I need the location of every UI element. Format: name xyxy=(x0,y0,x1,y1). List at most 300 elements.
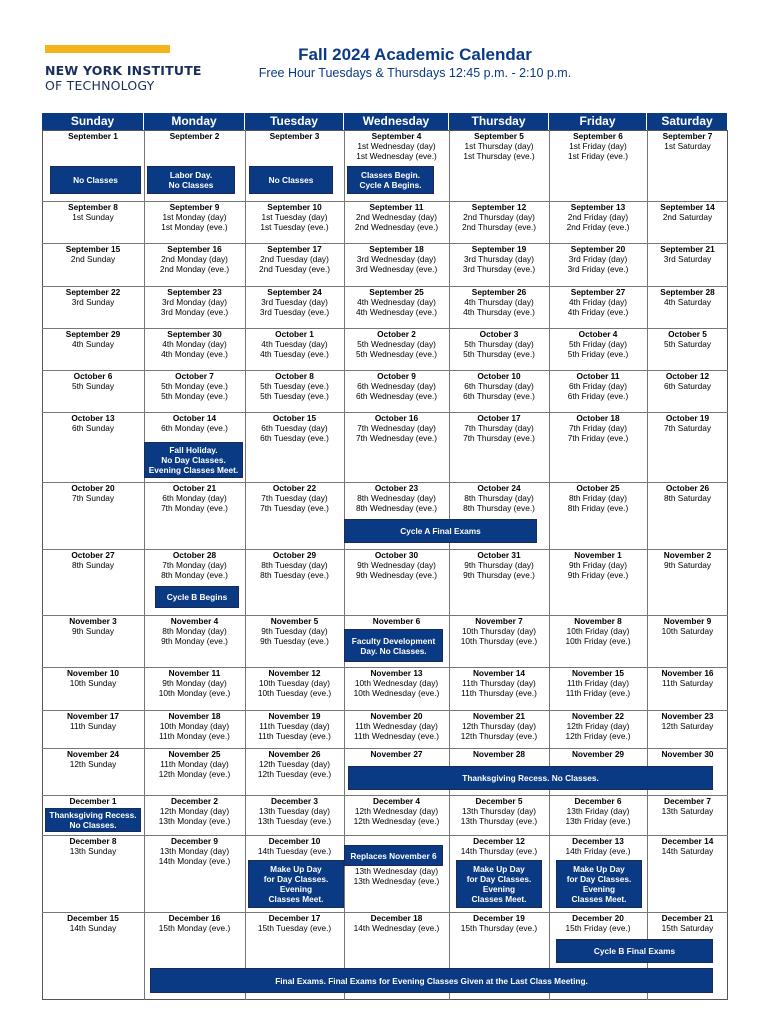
day-note: 13th Sunday xyxy=(69,846,117,856)
day-cell xyxy=(344,749,449,759)
day-cell xyxy=(144,711,245,741)
day-note: 2nd Thursday (day) xyxy=(463,212,535,222)
day-date: September 9 xyxy=(169,202,220,212)
day-cell xyxy=(647,836,728,856)
day-note: 12th Monday (day) xyxy=(159,806,230,816)
day-cell xyxy=(344,329,449,359)
day-cell xyxy=(245,287,344,317)
day-date: December 3 xyxy=(270,796,319,806)
day-note: 9th Saturday xyxy=(663,560,712,570)
day-cell xyxy=(549,749,647,759)
day-note: 8th Wednesday (eve.) xyxy=(355,503,438,513)
day-cell xyxy=(144,913,245,933)
weekday-header-friday: Friday xyxy=(549,113,647,130)
day-date: November 12 xyxy=(268,668,321,678)
day-note: 5th Sunday xyxy=(72,381,114,391)
day-note: 4th Sunday xyxy=(72,339,114,349)
day-date: November 6 xyxy=(372,616,421,626)
day-note: 9th Tuesday (day) xyxy=(261,626,328,636)
day-cell xyxy=(144,796,245,826)
day-date: November 21 xyxy=(472,711,526,721)
day-date: September 27 xyxy=(570,287,626,297)
day-date: November 29 xyxy=(571,749,625,759)
day-cell xyxy=(647,668,728,688)
day-note: 2nd Sunday xyxy=(70,254,116,264)
day-note: 8th Tuesday (eve.) xyxy=(260,570,329,580)
day-note: 6th Thursday (eve.) xyxy=(463,391,535,401)
day-date: December 7 xyxy=(663,796,712,806)
day-note: 14th Saturday xyxy=(661,846,714,856)
day-note: 13th Thursday (eve.) xyxy=(460,816,538,826)
day-cell xyxy=(42,371,144,391)
day-cell xyxy=(549,287,647,317)
day-cell xyxy=(144,202,245,232)
day-date: October 24 xyxy=(477,483,521,493)
day-note: 9th Monday (eve.) xyxy=(161,636,228,646)
day-note: 7th Tuesday (day) xyxy=(261,493,328,503)
day-note: 8th Monday (eve.) xyxy=(161,570,228,580)
day-note: 10th Thursday (day) xyxy=(461,626,537,636)
day-cell xyxy=(144,836,245,866)
day-date: September 25 xyxy=(369,287,424,297)
day-note: 9th Friday (eve.) xyxy=(567,570,629,580)
day-cell xyxy=(344,483,449,513)
day-note: 7th Wednesday (day) xyxy=(357,423,436,433)
day-note: 3rd Friday (eve.) xyxy=(567,264,629,274)
day-date: November 1 xyxy=(574,550,622,560)
event-box xyxy=(347,166,434,194)
logo-line-2: OF TECHNOLOGY xyxy=(45,78,155,93)
day-cell xyxy=(549,550,647,580)
day-note: 8th Friday (day) xyxy=(568,493,628,503)
day-note: 14th Friday (eve.) xyxy=(565,846,631,856)
day-cell xyxy=(549,413,647,443)
day-note: 13th Tuesday (day) xyxy=(258,806,331,816)
day-cell xyxy=(245,413,344,443)
day-cell xyxy=(144,550,245,580)
day-cell xyxy=(449,616,549,646)
day-note: 2nd Monday (eve.) xyxy=(159,264,230,274)
day-cell xyxy=(647,413,728,433)
day-cell xyxy=(344,711,449,741)
day-note: 1st Monday (day) xyxy=(162,212,227,222)
day-note: 13th Monday (day) xyxy=(159,846,230,856)
day-cell xyxy=(144,131,245,141)
day-note: 10th Wednesday (eve.) xyxy=(353,688,440,698)
day-note: 6th Wednesday (eve.) xyxy=(355,391,438,401)
day-note: 4th Monday (day) xyxy=(162,339,227,349)
event-label: Make Up Day for Day Classes. Evening Classes Meet. xyxy=(263,864,329,904)
day-cell xyxy=(449,244,549,274)
day-note: 9th Friday (day) xyxy=(568,560,628,570)
day-date: November 14 xyxy=(472,668,526,678)
day-note: 8th Thursday (day) xyxy=(464,493,534,503)
day-note: 3rd Monday (eve.) xyxy=(160,307,229,317)
day-cell xyxy=(549,483,647,513)
day-note: 6th Saturday xyxy=(663,381,712,391)
day-date: September 28 xyxy=(660,287,715,297)
day-date: October 11 xyxy=(576,371,620,381)
day-cell xyxy=(344,413,449,443)
day-cell xyxy=(449,287,549,317)
day-date: October 18 xyxy=(576,413,620,423)
day-note: 8th Tuesday (day) xyxy=(261,560,328,570)
day-note: 3rd Saturday xyxy=(663,254,712,264)
day-date: November 23 xyxy=(661,711,714,721)
day-date: November 7 xyxy=(475,616,523,626)
day-note: 5th Thursday (day) xyxy=(464,339,534,349)
day-note: 10th Friday (day) xyxy=(566,626,630,636)
day-note: 10th Monday (eve.) xyxy=(158,688,231,698)
day-date: October 20 xyxy=(71,483,115,493)
day-note: 4th Thursday (eve.) xyxy=(463,307,535,317)
weekday-header-sunday: Sunday xyxy=(42,113,144,130)
day-date: October 23 xyxy=(374,483,419,493)
day-note: 4th Tuesday (eve.) xyxy=(260,349,329,359)
day-date: December 12 xyxy=(473,836,525,846)
day-cell xyxy=(245,616,344,646)
day-note: 7th Monday (eve.) xyxy=(161,503,228,513)
day-cell xyxy=(144,483,245,513)
day-note: 14th Thursday (eve.) xyxy=(460,846,538,856)
day-date: October 15 xyxy=(272,413,317,423)
day-date: December 16 xyxy=(168,913,221,923)
day-cell xyxy=(449,913,549,933)
day-note: 2nd Saturday xyxy=(662,212,713,222)
day-note: 10th Friday (eve.) xyxy=(565,636,631,646)
day-note: 9th Sunday xyxy=(72,626,114,636)
day-note: 4th Thursday (day) xyxy=(464,297,534,307)
day-note: 5th Tuesday (eve.) xyxy=(260,391,329,401)
weekday-header-thursday: Thursday xyxy=(449,113,549,130)
day-note: 8th Sunday xyxy=(72,560,114,570)
day-cell xyxy=(42,550,144,570)
event-label: Cycle B Begins xyxy=(166,592,228,602)
day-date: November 24 xyxy=(66,749,120,759)
day-note: 14th Sunday xyxy=(69,923,117,933)
day-note: 8th Thursday (eve.) xyxy=(463,503,535,513)
day-date: December 17 xyxy=(268,913,321,923)
event-label: Fall Holiday. No Day Classes. Evening Classes Meet. xyxy=(148,445,239,475)
day-cell xyxy=(647,550,728,570)
event-label: Replaces November 6 xyxy=(350,850,437,861)
day-note: 5th Thursday (eve.) xyxy=(463,349,535,359)
day-date: November 18 xyxy=(168,711,221,721)
day-note: 15th Tuesday (eve.) xyxy=(257,923,332,933)
day-cell xyxy=(42,796,144,806)
event-label: Make Up Day for Day Classes. Evening Classes Meet. xyxy=(566,864,632,904)
day-cell xyxy=(344,371,449,401)
day-note: 5th Monday (eve.) xyxy=(161,391,228,401)
day-note: 11th Tuesday (day) xyxy=(259,721,330,731)
day-note: 7th Friday (eve.) xyxy=(567,433,629,443)
day-date: October 10 xyxy=(477,371,521,381)
day-date: September 10 xyxy=(267,202,322,212)
day-note: 2nd Wednesday (eve.) xyxy=(354,222,439,232)
day-date: October 29 xyxy=(272,550,317,560)
day-cell xyxy=(42,836,144,856)
day-date: November 13 xyxy=(370,668,423,678)
day-cell xyxy=(549,616,647,646)
day-date: October 1 xyxy=(275,329,314,339)
day-note: 1st Monday (eve.) xyxy=(161,222,228,232)
day-note: 6th Tuesday (day) xyxy=(261,423,328,433)
day-note: 7th Sunday xyxy=(72,493,114,503)
day-note: 2nd Friday (day) xyxy=(567,212,629,222)
event-box xyxy=(150,968,713,993)
event-box xyxy=(50,166,141,194)
day-date: December 2 xyxy=(170,796,219,806)
day-date: September 4 xyxy=(371,131,422,141)
day-date: September 29 xyxy=(65,329,121,339)
day-date: September 3 xyxy=(269,131,320,141)
day-note: 6th Monday (day) xyxy=(162,493,227,503)
day-cell xyxy=(549,131,647,161)
day-note: 1st Tuesday (day) xyxy=(261,212,328,222)
day-cell xyxy=(144,287,245,317)
day-date: November 16 xyxy=(661,668,714,678)
day-cell xyxy=(449,329,549,359)
event-label: Final Exams. Final Exams for Evening Classes Given at the Last Class Meeting. xyxy=(275,975,588,986)
day-note: 8th Friday (eve.) xyxy=(567,503,629,513)
day-note: 3rd Monday (day) xyxy=(161,297,228,307)
event-label: Cycle A Final Exams xyxy=(400,526,481,536)
day-note: 5th Monday (eve.) xyxy=(161,381,228,391)
day-cell xyxy=(647,202,728,222)
day-cell xyxy=(344,287,449,317)
day-date: December 14 xyxy=(661,836,714,846)
day-note: 5th Friday (eve.) xyxy=(567,349,629,359)
day-date: September 2 xyxy=(169,131,220,141)
day-note: 4th Wednesday (eve.) xyxy=(355,307,438,317)
event-box xyxy=(155,586,239,608)
day-note: 11th Tuesday (eve.) xyxy=(258,731,331,741)
day-note: 5th Wednesday (eve.) xyxy=(355,349,438,359)
day-note: 11th Monday (eve.) xyxy=(159,731,230,741)
day-note: 11th Thursday (eve.) xyxy=(461,688,537,698)
day-date: September 1 xyxy=(68,131,118,141)
day-date: October 3 xyxy=(479,329,519,339)
day-date: November 3 xyxy=(69,616,117,626)
day-note: 15th Friday (eve.) xyxy=(565,923,631,933)
day-cell xyxy=(245,244,344,274)
day-cell xyxy=(42,616,144,636)
day-date: September 21 xyxy=(660,244,715,254)
day-note: 3rd Tuesday (eve.) xyxy=(259,307,330,317)
day-note: 6th Thursday (day) xyxy=(464,381,534,391)
day-cell xyxy=(647,749,728,759)
event-box xyxy=(147,166,235,194)
day-note: 3rd Wednesday (day) xyxy=(356,254,437,264)
event-label: No Classes xyxy=(73,175,118,185)
day-date: October 19 xyxy=(665,413,710,423)
day-note: 3rd Friday (day) xyxy=(568,254,628,264)
day-date: December 5 xyxy=(475,796,523,806)
day-cell xyxy=(245,550,344,580)
day-note: 1st Wednesday (day) xyxy=(357,141,436,151)
day-date: November 9 xyxy=(663,616,712,626)
day-date: September 30 xyxy=(167,329,222,339)
day-date: September 12 xyxy=(471,202,527,212)
day-date: November 20 xyxy=(370,711,423,721)
day-cell xyxy=(144,413,245,433)
event-box xyxy=(144,442,243,478)
day-cell xyxy=(245,796,344,826)
day-cell xyxy=(549,329,647,359)
day-cell xyxy=(449,836,549,856)
day-note: 4th Saturday xyxy=(663,297,712,307)
day-cell xyxy=(549,836,647,856)
day-note: 3rd Tuesday (day) xyxy=(261,297,328,307)
day-cell xyxy=(42,668,144,688)
day-note: 6th Sunday xyxy=(72,423,114,433)
event-label: No Classes xyxy=(268,175,314,185)
event-label: Cycle B Final Exams xyxy=(593,946,676,956)
day-cell xyxy=(549,371,647,401)
day-note: 12th Sunday xyxy=(69,759,117,769)
day-date: October 27 xyxy=(71,550,115,560)
day-cell xyxy=(549,668,647,698)
day-note: 10th Monday (day) xyxy=(159,721,230,731)
day-cell xyxy=(344,202,449,232)
weekday-header-monday: Monday xyxy=(144,113,245,130)
day-cell xyxy=(647,616,728,636)
day-date: November 10 xyxy=(66,668,120,678)
day-note: 12th Tuesday (day) xyxy=(258,759,331,769)
day-note: 13th Monday (eve.) xyxy=(158,816,231,826)
day-cell xyxy=(42,287,144,307)
day-date: September 7 xyxy=(662,131,713,141)
day-note: 2nd Monday (day) xyxy=(161,254,228,264)
day-date: September 6 xyxy=(573,131,623,141)
day-cell xyxy=(245,131,344,141)
day-date: October 26 xyxy=(665,483,710,493)
day-cell xyxy=(42,202,144,222)
day-note: 3rd Thursday (eve.) xyxy=(462,264,536,274)
day-note: 1st Thursday (eve.) xyxy=(463,151,535,161)
day-date: October 25 xyxy=(576,483,620,493)
day-note: 13th Tuesday (eve.) xyxy=(257,816,332,826)
day-cell xyxy=(42,413,144,433)
day-note: 10th Tuesday (day) xyxy=(258,678,331,688)
day-cell xyxy=(449,131,549,161)
day-date: October 16 xyxy=(374,413,419,423)
day-cell xyxy=(449,711,549,741)
day-cell xyxy=(42,131,144,141)
day-note: 2nd Thursday (eve.) xyxy=(461,222,537,232)
day-cell xyxy=(647,711,728,731)
day-date: November 11 xyxy=(168,668,221,678)
day-date: September 23 xyxy=(167,287,222,297)
day-cell xyxy=(449,550,549,580)
day-date: December 19 xyxy=(473,913,525,923)
day-date: December 10 xyxy=(268,836,321,846)
day-note: 7th Wednesday (eve.) xyxy=(355,433,438,443)
day-cell xyxy=(549,711,647,741)
day-cell xyxy=(344,668,449,698)
weekday-header-wednesday: Wednesday xyxy=(344,113,449,130)
day-cell xyxy=(42,244,144,264)
weekday-header-tuesday: Tuesday xyxy=(245,113,344,130)
day-date: October 13 xyxy=(71,413,115,423)
day-note: 5th Tuesday (eve.) xyxy=(260,381,329,391)
day-note: 4th Wednesday (day) xyxy=(357,297,436,307)
day-cell xyxy=(449,483,549,513)
day-cell xyxy=(42,749,144,769)
day-note: 11th Wednesday (day) xyxy=(355,721,438,731)
day-cell xyxy=(245,202,344,232)
event-box xyxy=(556,860,642,908)
day-note: 15th Thursday (eve.) xyxy=(460,923,538,933)
day-date: October 5 xyxy=(668,329,707,339)
day-note: 1st Friday (eve.) xyxy=(568,151,628,161)
day-date: October 17 xyxy=(477,413,521,423)
day-cell xyxy=(245,711,344,741)
event-box xyxy=(348,766,713,790)
day-note: 5th Wednesday (day) xyxy=(357,339,436,349)
day-note: 7th Monday (day) xyxy=(162,560,227,570)
day-date: November 15 xyxy=(571,668,625,678)
day-note: 2nd Tuesday (day) xyxy=(260,254,329,264)
day-note: 4th Friday (eve.) xyxy=(567,307,629,317)
day-date: October 30 xyxy=(374,550,419,560)
day-cell xyxy=(344,616,449,626)
day-cell xyxy=(245,371,344,401)
day-date: September 14 xyxy=(660,202,715,212)
day-cell xyxy=(647,913,728,933)
day-date: September 8 xyxy=(68,202,118,212)
day-note: 2nd Friday (eve.) xyxy=(566,222,630,232)
day-note: 6th Wednesday (day) xyxy=(357,381,436,391)
day-cell xyxy=(549,202,647,232)
day-note: 1st Saturday xyxy=(664,141,711,151)
day-note: 12th Friday (eve.) xyxy=(565,731,631,741)
day-date: December 9 xyxy=(170,836,219,846)
day-note: 2nd Tuesday (eve.) xyxy=(258,264,331,274)
day-note: 12th Wednesday (eve.) xyxy=(353,816,440,826)
day-note: 3rd Thursday (day) xyxy=(464,254,534,264)
day-date: November 25 xyxy=(168,749,221,759)
day-note: 6th Monday (eve.) xyxy=(161,423,228,433)
day-note: 10th Tuesday (eve.) xyxy=(257,688,332,698)
day-note: 7th Tuesday (eve.) xyxy=(260,503,329,513)
day-cell xyxy=(449,668,549,698)
day-cell xyxy=(42,913,144,933)
day-note: 3rd Sunday xyxy=(71,297,115,307)
day-date: October 6 xyxy=(73,371,113,381)
day-cell xyxy=(647,796,728,816)
day-note: 14th Wednesday (eve.) xyxy=(353,923,440,933)
weekday-header-row xyxy=(42,113,728,130)
day-note: 12th Thursday (eve.) xyxy=(460,731,538,741)
day-note: 5th Friday (day) xyxy=(568,339,628,349)
event-label: Thanksgiving Recess. No Classes. xyxy=(462,773,599,783)
day-cell xyxy=(647,371,728,391)
day-note: 1st Thursday (day) xyxy=(464,141,534,151)
day-cell xyxy=(144,749,245,779)
day-date: December 21 xyxy=(661,913,714,923)
day-note: 7th Thursday (day) xyxy=(464,423,534,433)
day-note: 13th Saturday xyxy=(661,806,714,816)
day-date: December 20 xyxy=(572,913,624,923)
day-date: November 5 xyxy=(270,616,319,626)
day-date: October 4 xyxy=(578,329,618,339)
day-date: September 24 xyxy=(267,287,322,297)
day-date: December 18 xyxy=(370,913,423,923)
day-date: December 13 xyxy=(572,836,624,846)
day-cell xyxy=(647,287,728,307)
day-cell xyxy=(647,483,728,503)
